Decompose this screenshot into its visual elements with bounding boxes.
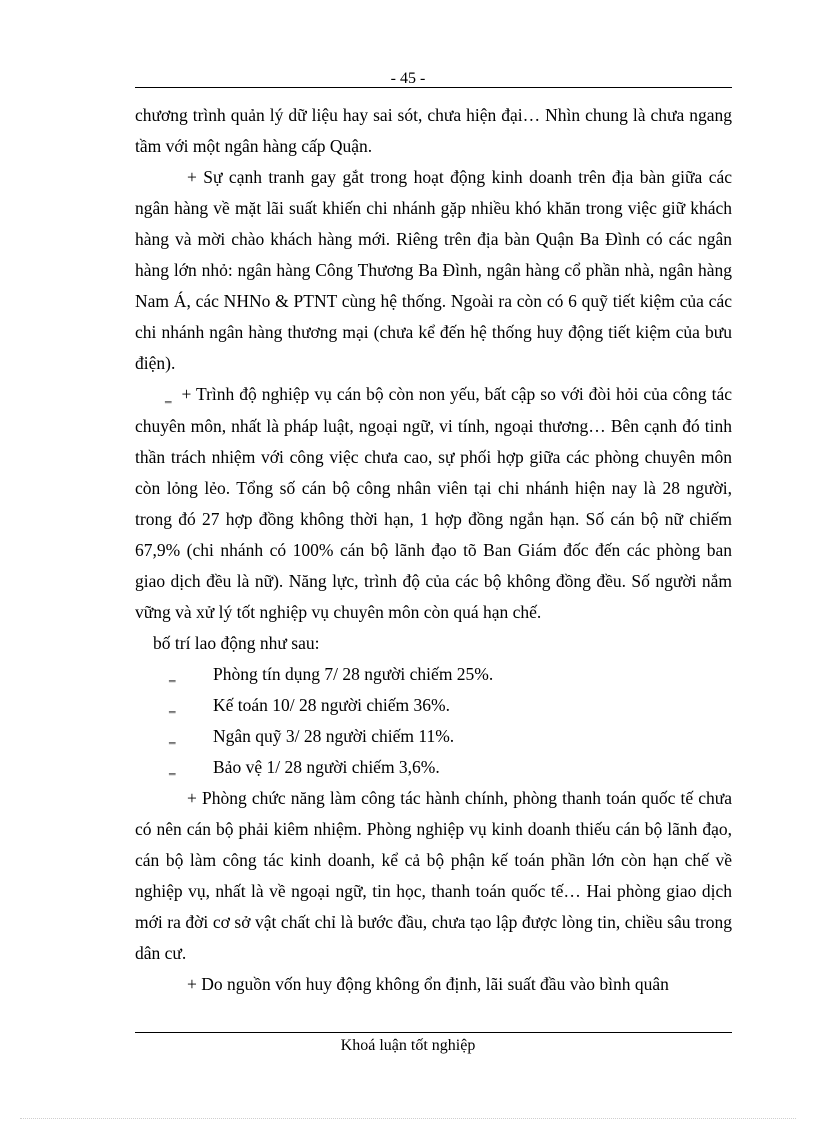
paragraph-staff-skills-text: + Trình độ nghiệp vụ cán bộ còn non yếu, bất cập so với đòi hỏi của công tác chuyên môn, nhất là pháp luật, ngoại ngữ, vi tính, ngoại thương… Bên cạnh đó tinh thần trách nhiệm với công việc chưa cao, sự phối hợp giữa các phòng chuyên môn còn lỏng lẻo. Tổng số cán bộ công nhân viên tại chi nhánh hiện nay là 28 người, trong đó 27 hợp đồng không thời hạn, 1 hợp đồng ngắn hạn. Số cán bộ nữ chiếm 67,9% (chi nhánh có 100% cán bộ lãnh đạo tõ Ban Giám đốc đến các phòng ban giao dịch đều là nữ). Năng lực, trình độ của các bộ không đồng đều. Số người nắm vững và xử lý tốt nghiệp vụ chuyên môn còn quá hạn chế. [135, 384, 732, 622]
list-item-text: Phòng tín dụng 7/ 28 người chiếm 25%. [213, 664, 494, 684]
paragraph-departments: + Phòng chức năng làm công tác hành chính, phòng thanh toán quốc tế chưa có nên cán bộ phải kiêm nhiệm. Phòng nghiệp vụ kinh doanh thiếu cán bộ lãnh đạo, cán bộ làm công tác kinh doanh, kể cả bộ phận kế toán phần lớn còn hạn chế về nghiệp vụ, nhất là về ngoại ngữ, tin học, thanh toán quốc tế… Hai phòng giao dịch mới ra đời cơ sở vật chất chỉ là bước đầu, chưa tạo lập được lòng tin, chiều sâu trong dân cư. [135, 788, 732, 963]
list-dash: ‗ [169, 698, 176, 713]
footer-text: Khoá luận tốt nghiệp [340, 1037, 476, 1054]
list-dash: ‗ [169, 760, 176, 775]
list-item-text: Ngân quỹ 3/ 28 người chiếm 11%. [213, 726, 455, 746]
list-item [135, 690, 732, 721]
paragraph-staff-skills [135, 379, 732, 628]
paragraph-capital: + Do nguồn vốn huy động không ổn định, lãi suất đầu vào bình quân [187, 974, 669, 994]
bullet-marker: ‗ [165, 388, 172, 403]
list-item-text: Bảo vệ 1/ 28 người chiếm 3,6%. [213, 757, 440, 777]
list-dash: ‗ [169, 667, 176, 682]
list-item [135, 721, 732, 752]
page-edge-divider [20, 1118, 796, 1119]
paragraph-competition: + Sự cạnh tranh gay gắt trong hoạt động kinh doanh trên địa bàn giữa các ngân hàng về mặt lãi suất khiến chi nhánh gặp nhiều khó khăn trong việc giữ khách hàng và mời chào khách hàng mới. Riêng trên địa bàn Quận Ba Đình có các ngân hàng lớn nhỏ: ngân hàng Công Thương Ba Đình, ngân hàng cổ phần nhà, ngân hàng Nam Á, các NHNo & PTNT cùng hệ thống. Ngoài ra còn có 6 quỹ tiết kiệm của các chi nhánh ngân hàng thương mại (chưa kể đến hệ thống huy động tiết kiệm của bưu điện). [135, 167, 732, 373]
page-number: - 45 - [390, 70, 426, 87]
list-item [135, 659, 732, 690]
document-body [135, 100, 732, 1000]
header-rule [135, 87, 732, 88]
list-item [135, 752, 732, 783]
paragraph-allocation-intro: bố trí lao động như sau: [153, 633, 320, 653]
paragraph-continuation: chương trình quản lý dữ liệu hay sai sót, chưa hiện đại… Nhìn chung là chưa ngang tầm với một ngân hàng cấp Quận. [135, 105, 732, 156]
footer-rule [135, 1032, 732, 1033]
list-item-text: Kế toán 10/ 28 người chiếm 36%. [213, 695, 450, 715]
list-dash: ‗ [169, 729, 176, 744]
